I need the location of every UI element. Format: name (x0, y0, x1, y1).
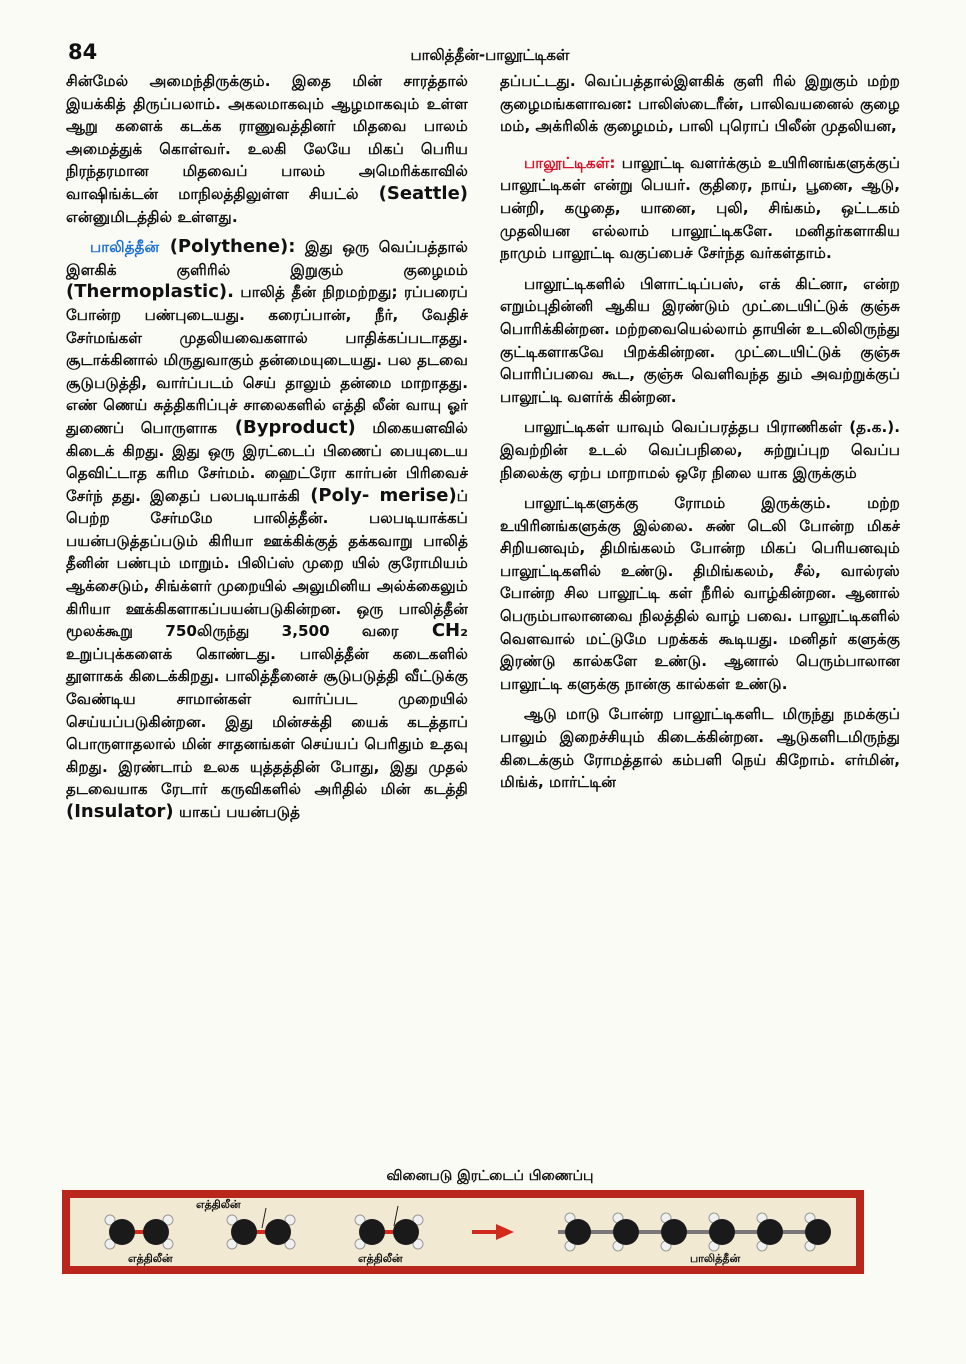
left-column (66, 70, 468, 832)
label-ethylene-mid: எத்திலீன் (358, 1252, 403, 1265)
polythene-paragraph: பாலித்தீன் (Polythene): இது ஒரு வெப்பத்தால் இளகிக் குளிரில் இறுகும் குழைமம் (Thermoplastic). பாலித் தீன் நிறமற்றது; ரப்பரைப் போன்ற பண்புடையது. கரைப்பான், நீர், வேதிச் சேர்மங்கள் முதலியவைகளால் பாதிக்கப்படாதது. சூடாக்கினால் மிருதுவாகும் தன்மையுடையது. பல தடவை சூடுபடுத்தி, வார்ப்படம் செய் தாலும் தன்மை மாறாதது. எண் ணெய் சுத்திகரிப்புச் சாலைகளில் எத்தி லீன் வாயு ஓர் துணைப் பொருளாக (Byproduct) மிகையளவில் கிடைக் கிறது. இது ஒரு இரட்டைப் பிணைப் பையுடைய தெவிட்டாத கரிம சேர்மம். ஹைட்ரோ கார்பன் பிரிவைச் சேர்ந் தது. இதைப் பலபடியாக்கி (Poly- merise)ப் பெற்ற சேர்மமே பாலித்தீன். பலபடியாக்கப் பயன்படுத்தப்படும் கிரியா ஊக்கிக்குத் தக்கவாறு பாலித் தீனின் பண்பும் மாறும். பிலிப்ஸ் முறை யில் குரோமியம் ஆக்சைடும், சிங்க்ளர் முறையில் அலுமினிய அல்க்கைலும் கிரியா ஊக்கிகளாகப்பயன்படுகின்றன. ஒரு பாலித்தீன் மூலக்கூறு 750லிருந்து 3,500 வரை CH₂ உறுப்புக்களைக் கொண்டது. பாலித்தீன் கடைகளில் தூளாகக் கிடைக்கிறது. பாலித்தீனைச் சூடுபடுத்தி வீட்டுக்கு வேண்டிய சாமான்கள் வார்ப்பட முறையில் செய்யப்படுகின்றன. இது மின்சக்தி யைக் கடத்தாப் பொருளாதலால் மின் சாதனங்கள் செய்யப் பெரிதும் உதவு கிறது. இரண்டாம் உலக யுத்தத்தின் போது, இது முதல் தடவையாக ரேடார் கருவிகளில் அரிதில் மின் கடத்தி (Insulator) யாகப் பயன்படுத் (66, 236, 469, 822)
polymerisation-figure (62, 1190, 864, 1274)
paragraph: பாலூட்டிகள் யாவும் வெப்பரத்தப பிராணிகள் (த.க.). இவற்றின் உடல் வெப்பநிலை, சுற்றுப்புற வெப்ப நிலைக்கு ஏற்ப மாறாமல் ஒரே நிலை யாக இருக்கும் (500, 418, 900, 482)
paragraph: பாலூட்டிகளுக்கு ரோமம் இருக்கும். மற்ற உயிரினங்களுக்கு இல்லை. சுண் டெலி போன்ற மிகச் சிறியனவும், திமிங்கலம் போன்ற மிகப் பெரியனவும் பாலூட்டிகளில் உண்டு. திமிங்கலம், சீல், வால்ரஸ் போன்ற சில பாலூட்டி கள் நீரில் வாழ்கின்றன. ஆனால் பெரும்பாலானவை நிலத்தில் வாழ் பவை. பாலூட்டிகளில் வௌவால் மட்டுமே பறக்கக் கூடியது. மனிதர் களுக்கு இரண்டு கால்களே உண்டு. ஆனால் பெரும்பாலான பாலூட்டி களுக்கு நான்கு கால்கள் உண்டு. (500, 494, 900, 693)
label-polythene: பாலித்தீன் (690, 1252, 741, 1265)
paragraph: சின்மேல் அமைந்திருக்கும். இதை மின் சாரத்தால் இயக்கித் திருப்பலாம். அகலமாகவும் ஆழமாகவும் உள்ள ஆறு களைக் கடக்க ராணுவத்தினர் மிதவை பாலம் அமைத்துக் கொள்வர். உலகி லேயே மிகப் பெரிய நிரந்தரமான மிதவைப் பாலம் அமெரிக்காவில் வாஷிங்க்டன் மாநிலத்திலுள்ள சியட்ல் (Seattle) என்னுமிடத்தில் உள்ளது. (66, 72, 468, 226)
polythene-chain (558, 1213, 831, 1251)
ethylene-molecule (105, 1215, 173, 1249)
mammals-paragraph: பாலூட்டிகள்: பாலூட்டி வளர்க்கும் உயிரினங்களுக்குப் பாலூட்டிகள் என்று பெயர். குதிரை, நாய், பூனை, ஆடு, பன்றி, கழுதை, யானை, புலி, சிங்கம், ஒட்டகம் முதலியன எல்லாம் பாலூட்டிகளே. மனிதர்களாகிய நாமும் பாலூட்டி வகுப்பைச் சேர்ந்த வர்கள்தாம். (500, 153, 900, 263)
page-number: 84 (68, 40, 98, 64)
figure-caption: வினைபடு இரட்டைப் பிணைப்பு (386, 1168, 594, 1184)
paragraph: ஆடு மாடு போன்ற பாலூட்டிகளிட மிருந்து நமக்குப் பாலும் இறைச்சியும் கிடைக்கின்றன. ஆடுகளிடமிருந்து கிடைக்கும் ரோமத்தால் கம்பளி நெய் கிறோம். எர்மின், மிங்க், மார்ட்டின் (500, 705, 900, 792)
paragraph: தப்பட்டது. வெப்பத்தால்இளகிக் குளி ரில் இறுகும் மற்ற குழைமங்களாவன: பாலிஸ்டைரீன், பாலிவயனைல் குழை மம், அக்ரிலிக் குழைமம், பாலி புரொப் பிலீன் முதலியன, (500, 72, 900, 136)
ethylene-molecule (227, 1208, 295, 1249)
mammals-heading: பாலூட்டிகள்: (524, 153, 616, 172)
reaction-arrow (472, 1224, 514, 1240)
label-ethylene-left: எத்திலீன் (128, 1252, 173, 1265)
right-column (500, 70, 900, 802)
polythene-heading: பாலித்தீன் (90, 238, 160, 257)
label-ethylene-top: எத்திலீன் (196, 1198, 241, 1211)
ethylene-molecule (355, 1206, 423, 1249)
paragraph: பாலூட்டிகளில் பிளாட்டிப்பஸ், எக் கிட்னா, என்ற எறும்புதின்னி ஆகிய இரண்டும் முட்டையிட்டுக் குஞ்சு பொரிக்கின்றன. மற்றவையெல்லாம் தாயின் உடலிலிருந்து குட்டிகளாகவே பிறக்கின்றன. முட்டையிட்டுக் குஞ்சு பொரிப்பவை கூட, குஞ்சு வெளிவந்த தும் அவற்றுக்குப் பாலூட்டி வளர்க் கின்றன. (500, 274, 900, 406)
running-title: பாலித்தீன்-பாலூட்டிகள் (410, 46, 570, 64)
